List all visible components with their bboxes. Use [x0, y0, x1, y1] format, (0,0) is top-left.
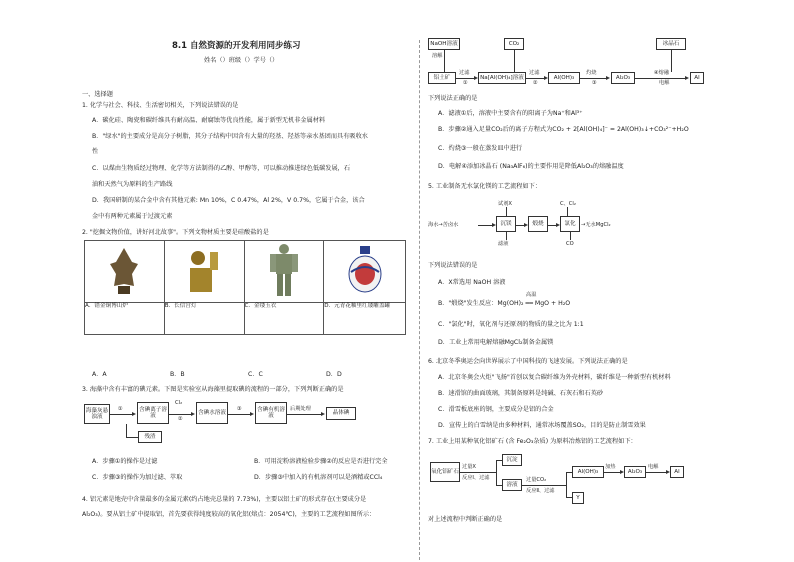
flow7-label-reaction1: 反应Ⅰ、过滤: [462, 475, 490, 481]
q7-stem: 7. 工业上用某种氧化铝矿石 (含 Fe₂O₃杂质) 为原料冶炼铝的工艺流程如下：: [428, 438, 637, 445]
q2-choice-c: C．C: [248, 371, 263, 378]
flow-arrowhead-1: [132, 412, 136, 416]
flow-box-iodide-solution: 含碘离子溶液: [137, 402, 169, 424]
flow-arrow-2: [169, 414, 193, 415]
flow7-box-precipitate: 沉淀: [502, 454, 522, 466]
q1-option-b-cont: 性: [92, 148, 99, 155]
flow-arrow-4: [287, 414, 323, 415]
flow-label-step2: ②: [533, 80, 538, 86]
flow5-filtrate-line: [506, 232, 507, 240]
flow-label-step3: ③: [237, 406, 242, 412]
artifact-label-d: D．元青花釉里红镂雕盖罐: [324, 303, 406, 335]
flow7-arrow-2: [522, 485, 566, 486]
flow-label-step3: ③: [592, 80, 597, 86]
flow5-label-seawater: 海水→苦卤水: [428, 222, 459, 228]
flow-a-arrow-4: [635, 78, 687, 79]
student-info: 姓名（）班级（）学号（）: [204, 57, 279, 64]
flow7-box-al2o3: Al₂O₃: [624, 466, 646, 478]
flow-a-arrow-1: [456, 78, 476, 79]
flow-box-residue: 残渣: [138, 431, 162, 443]
flow7-box-aloh3: Al(OH)₃: [572, 466, 604, 478]
q5-option-c: C．"氯化"时，氧化剂与还原剂的物质的量之比为 1:1: [438, 321, 584, 328]
column-divider: [419, 40, 420, 560]
flow7-box-ore: 氧化铝矿石: [430, 462, 460, 482]
flow-box-organic-iodine: 含碘有机溶液: [255, 402, 287, 424]
flow5-label-filtrate: 滤液: [498, 241, 509, 247]
section-heading: 一、选择题: [82, 91, 113, 98]
q1-option-d-cont: 金中有两种元素属于过渡元素: [92, 213, 173, 220]
q1-option-d: D．我国研制的某合金中含有其他元素: Mn 10%，C 0.47%，Al 2%，V 0.7%，它属于合金，该合: [92, 197, 365, 204]
flow7-label-electrolysis: 电解: [648, 464, 659, 470]
q5-stem: 5. 工业制备无水氯化镁的工艺流程如下：: [428, 183, 542, 190]
q6-option-b: B．速滑馆的曲面玻璃，其制备原料是纯碱、石灰石和石英砂: [438, 390, 604, 397]
q1-option-a: A．碳化硅、陶瓷和碳纤维具有耐高温、耐腐蚀等优良性能，属于新型无机非金属材料: [92, 117, 326, 124]
q1-option-b: B．"绿水"的主要成分是高分子树脂，其分子结构中因含有大量的羟基、羟基等亲水基团而具有吸收水: [92, 133, 368, 140]
right-column: [426, 0, 762, 562]
flow-box-iodine-water: 含碘水溶液: [196, 402, 228, 424]
flow-branch-line-h: [126, 437, 138, 438]
flow-box-seaweed-ash: 海藻灰悬浊液: [84, 404, 110, 424]
q5-ask: 下列说法错误的是: [428, 262, 478, 269]
flow5-label-product: →无水MgCl₂: [581, 222, 611, 228]
q4-stem-line1: 4. 铝元素是地壳中含量最多的金属元素(约占地壳总量的 7.73%)，主要以铝土矿的形式存在(主要成分是: [82, 496, 367, 503]
flow5-label-c-cl2: C、Cl₂: [560, 201, 576, 207]
q5-option-a: A．X常选用 NaOH 溶液: [438, 279, 506, 286]
flow-label-step1: ①: [463, 80, 468, 86]
flow-label-calcine: 灼烧: [586, 70, 597, 76]
q5-option-d: D．工业上常用电解熔融MgCl₂制备金属镁: [438, 339, 554, 346]
left-column: [76, 0, 412, 562]
q6-option-c: C．滑雪板底座的钢，主要成分是铝的合金: [438, 406, 554, 413]
artifact-image-b: [164, 241, 244, 303]
q1-option-c-cont: 油和天然气为原料的生产路线: [92, 181, 173, 188]
q6-option-a: A．北京冬奥会火炬"飞扬"首创以复合碳纤维为外壳材料，碳纤维是一种新型有机材料: [438, 374, 671, 381]
flow-label-melt: ④熔融: [654, 70, 670, 76]
q4-option-c: C．灼烧③一般在蒸发皿中进行: [438, 145, 523, 152]
q4-option-d: D．电解④添加冰晶石 (Na₃AlF₆)的主要作用是降低Al₂O₃的熔融温度: [438, 163, 624, 170]
q3-option-a: A．步骤①的操作是过滤: [92, 458, 158, 465]
flow-arrowhead-4: [321, 412, 325, 416]
artifact-image-c: [244, 241, 324, 303]
q4-option-b: B．步骤②通入足量CO₂后的离子方程式为CO₂ + 2[Al(OH)₄]⁻ = 2Al(OH)₃↓+CO₃²⁻+H₂O: [438, 126, 689, 133]
flow-box-al2o3: Al₂O₃: [611, 72, 635, 84]
flow7-split2-line: [566, 472, 567, 498]
flow-label-step1: ①: [118, 406, 123, 412]
flow-a-arrow-2: [526, 78, 546, 79]
flow-naoh-down: [444, 50, 445, 72]
page-title: 8.1 自然资源的开发利用同步练习: [172, 41, 301, 51]
flow-cryolite-down: [671, 50, 672, 72]
q4-stem-line2: Al₂O₃)。要从铝土矿中提取铝，首先要获得纯度较高的氧化铝(熔点：2054℃)，主要的工艺流程如图所示：: [82, 511, 376, 518]
flow-box-cryolite: 冰晶石: [656, 38, 686, 50]
flow7-label-co2: 过量CO₂: [526, 477, 547, 483]
artifact-image-a: [85, 241, 165, 303]
q2-artifact-table: [84, 240, 406, 335]
flow7-arrow-4: [646, 472, 668, 473]
artifact-label-b: B．长信宫灯: [164, 303, 244, 335]
flow-box-al: Al: [690, 72, 704, 84]
flow-label-dissolve: 溶解: [432, 53, 443, 59]
q6-option-d: D．宣传上的白雪纳是由多种材料，通常冰场覆盖SO₂，目的是防止制雪效果: [438, 422, 646, 429]
q2-choice-b: B．B: [170, 371, 185, 378]
flow7-label-excess-x: 过量X: [462, 464, 476, 470]
flow-label-filter2: 过滤: [529, 70, 540, 76]
artifact-label-a: A．错金铜博山炉: [85, 303, 165, 335]
flow-box-naoh: NaOH溶液: [428, 38, 460, 50]
flow7-arrow-main: [460, 472, 496, 473]
q3-stem: 3. 海藻中含有丰富的碘元素。下图是实验室从海藻里提取碘的流程的一部分，下列判断正确的是: [82, 386, 344, 393]
flow5-label-co: CO: [566, 241, 574, 247]
flow7-label-reaction2: 反应Ⅱ、过滤: [526, 488, 555, 494]
flow7-label-heat: 加热: [605, 464, 616, 470]
flow7-split-line: [496, 460, 497, 486]
flow-label-cl2: Cl₂: [175, 400, 183, 406]
q2-stem: 2. "挖掘文物价值，讲好河北故事"。下列文物材质主要是硅酸盐的是: [82, 229, 269, 236]
flow7-box-al: Al: [670, 466, 684, 478]
flow-label-step2: ②: [178, 416, 183, 422]
flow-box-bauxite: 铝土矿: [428, 72, 456, 84]
flow7-box-y: Y: [572, 492, 584, 504]
flow-branch-line: [126, 424, 127, 438]
flow-arrowhead-3: [250, 412, 254, 416]
flow-arrow-3: [228, 414, 252, 415]
flow-arrow-1: [110, 414, 134, 415]
q5-condition-high-temp: 高温: [526, 292, 537, 298]
flow-label-post: 后期处理: [290, 406, 311, 412]
artifact-image-d: [324, 241, 406, 303]
flow-co2-down: [514, 50, 515, 72]
q2-choice-a: A．A: [92, 371, 107, 378]
q4-ask: 下列说法正确的是: [428, 95, 478, 102]
flow-box-sodium-aluminate: Na[Al(OH)₄]溶液: [478, 72, 526, 84]
flow5-ccl2-line: [567, 207, 568, 216]
q3-option-d: D．步骤③中加入的有机溶剂可以是酒精或CCl₄: [254, 474, 383, 481]
flow5-label-reagent-x: 试剂X: [498, 201, 512, 207]
q1-stem: 1. 化学与社会、科技、生活密切相关，下列说法错误的是: [82, 102, 239, 109]
q1-option-c: C．以煤由生物质经过物理、化学等方法制得的乙醇、甲醇等，可以推动推进绿色低碳发展，石: [92, 165, 351, 172]
flow-label-filter1: 过滤: [459, 70, 470, 76]
flow5-box-calcine: 煅烧: [528, 216, 548, 232]
flow-box-co2: CO₂: [504, 38, 524, 50]
flow7-box-solution: 溶液: [502, 479, 522, 491]
q6-stem: 6. 北京冬季奥运会向世界展示了中国科技的飞速发展。下列说法正确的是: [428, 358, 628, 365]
q7-ask: 对上述流程中判断正确的是: [428, 516, 503, 523]
q4-option-a: A．滤液①后，溶液中主要含有的阳离子为Na⁺和Al³⁺: [438, 110, 583, 117]
flow-a-head-4: [685, 76, 689, 80]
q5-option-b: B．"煅烧"发生反应：Mg(OH)₂ ══ MgO + H₂O: [438, 300, 571, 307]
flow-a-head-3: [606, 76, 610, 80]
flow5-box-chlorinate: 氯化: [560, 216, 580, 232]
flow-box-aloh3: Al(OH)₃: [548, 72, 580, 84]
flow-box-iodine-crystal: 晶体碘: [326, 407, 356, 420]
flow5-reagent-line: [506, 207, 507, 216]
flow5-box-precipitate: 沉镁: [496, 216, 516, 232]
flow-arrowhead-2: [191, 412, 195, 416]
artifact-label-c: C．金缕玉衣: [244, 303, 324, 335]
flow5-co-line: [570, 232, 571, 240]
flow-label-electrolysis: 电解: [659, 80, 670, 86]
q3-option-b: B．可用淀粉溶液检验步骤②的反应是否进行完全: [254, 458, 388, 465]
flow-a-arrow-3: [580, 78, 608, 79]
q2-choice-d: D．D: [326, 371, 342, 378]
q3-option-c: C．步骤③的操作为加过滤、萃取: [92, 474, 183, 481]
